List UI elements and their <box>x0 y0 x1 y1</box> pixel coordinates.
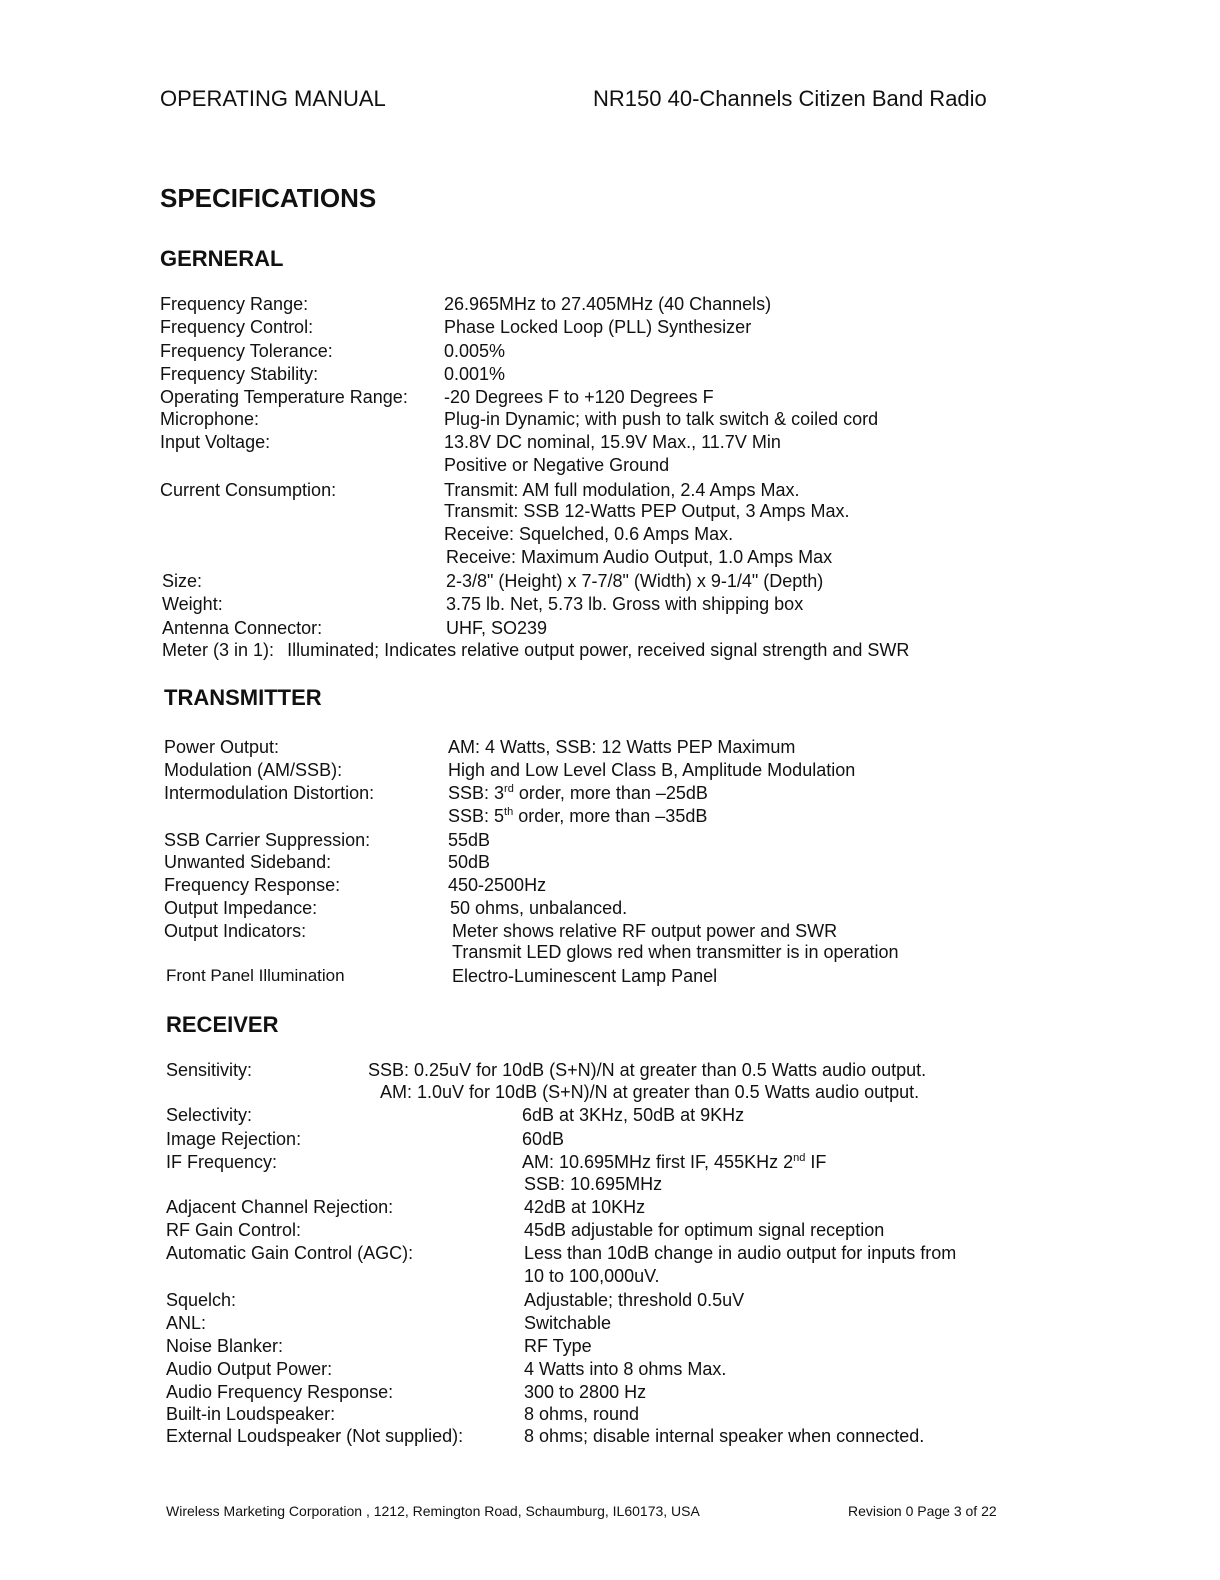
spec-label: SSB Carrier Suppression: <box>164 830 371 850</box>
spec-label: Selectivity: <box>166 1105 253 1125</box>
spec-value: Meter shows relative RF output power and SWR <box>452 921 838 941</box>
spec-value: 60dB <box>522 1129 565 1149</box>
spec-value: Less than 10dB change in audio output for inputs from <box>524 1243 957 1263</box>
spec-label: Image Rejection: <box>166 1129 302 1149</box>
spec-label: Frequency Stability: <box>160 364 319 384</box>
value-text: IF <box>805 1152 827 1172</box>
spec-label: Weight: <box>162 594 223 614</box>
spec-value: 13.8V DC nominal, 15.9V Max., 11.7V Min <box>444 432 781 452</box>
spec-value: AM: 4 Watts, SSB: 12 Watts PEP Maximum <box>448 737 796 757</box>
spec-value: 8 ohms, round <box>524 1404 640 1424</box>
spec-value <box>448 782 708 804</box>
spec-value: 50dB <box>448 852 491 872</box>
spec-value: 450-2500Hz <box>448 875 547 895</box>
value-text: SSB: 3 <box>448 783 505 803</box>
spec-value: Electro-Luminescent Lamp Panel <box>452 966 718 986</box>
spec-value: Adjustable; threshold 0.5uV <box>524 1290 745 1310</box>
value-text: AM: 10.695MHz first IF, 455KHz 2 <box>522 1152 794 1172</box>
spec-value: 4 Watts into 8 ohms Max. <box>524 1359 727 1379</box>
spec-value <box>522 1151 826 1173</box>
footer-address: Wireless Marketing Corporation , 1212, Remington Road, Schaumburg, IL60173, USA <box>166 1503 700 1519</box>
value-superscript: nd <box>793 1152 806 1164</box>
spec-value: 0.005% <box>444 341 506 361</box>
spec-value: 55dB <box>448 830 491 850</box>
section-heading-general: GERNERAL <box>160 246 284 271</box>
header-right: NR150 40-Channels Citizen Band Radio <box>593 86 987 111</box>
spec-label: External Loudspeaker (Not supplied): <box>166 1426 464 1446</box>
spec-label: Squelch: <box>166 1290 237 1310</box>
spec-value: 50 ohms, unbalanced. <box>450 898 628 918</box>
value-text: order, more than –25dB <box>513 783 708 803</box>
spec-label: Noise Blanker: <box>166 1336 284 1356</box>
spec-label: Power Output: <box>164 737 280 757</box>
spec-value: 26.965MHz to 27.405MHz (40 Channels) <box>444 294 772 314</box>
spec-value: 3.75 lb. Net, 5.73 lb. Gross with shipping box <box>446 594 804 614</box>
spec-value: Transmit LED glows red when transmitter is in operation <box>452 942 899 962</box>
spec-value: 8 ohms; disable internal speaker when connected. <box>524 1426 925 1446</box>
spec-value: 300 to 2800 Hz <box>524 1382 647 1402</box>
spec-label: Unwanted Sideband: <box>164 852 332 872</box>
spec-label: RF Gain Control: <box>166 1220 302 1240</box>
spec-value-continuation: AM: 1.0uV for 10dB (S+N)/N at greater than 0.5 Watts audio output. <box>380 1082 920 1102</box>
spec-value: Positive or Negative Ground <box>444 455 670 475</box>
spec-label: Output Indicators: <box>164 921 307 941</box>
value-superscript: th <box>504 806 514 818</box>
section-heading-receiver: RECEIVER <box>166 1012 279 1037</box>
spec-value: High and Low Level Class B, Amplitude Modulation <box>448 760 856 780</box>
spec-label: Built-in Loudspeaker: <box>166 1404 336 1424</box>
spec-value: Plug-in Dynamic; with push to talk switch & coiled cord <box>444 409 879 429</box>
spec-value: Receive: Maximum Audio Output, 1.0 Amps Max <box>446 547 833 567</box>
spec-label: Audio Frequency Response: <box>166 1382 394 1402</box>
spec-label: Sensitivity: <box>166 1060 253 1080</box>
spec-value: 42dB at 10KHz <box>524 1197 646 1217</box>
spec-value: Switchable <box>524 1313 612 1333</box>
spec-row-meter <box>162 639 909 661</box>
spec-label: Output Impedance: <box>164 898 318 918</box>
spec-label: Intermodulation Distortion: <box>164 783 375 803</box>
spec-value: 2-3/8" (Height) x 7-7/8" (Width) x 9-1/4" (Depth) <box>446 571 824 591</box>
spec-label: Frequency Tolerance: <box>160 341 333 361</box>
spec-value: 10 to 100,000uV. <box>524 1266 660 1286</box>
spec-label: ANL: <box>166 1313 207 1333</box>
value-superscript: rd <box>504 783 514 795</box>
spec-label: IF Frequency: <box>166 1152 278 1172</box>
spec-value: Illuminated; Indicates relative output power, received signal strength and SWR <box>287 640 910 660</box>
spec-value <box>448 805 707 827</box>
spec-label: Front Panel Illumination <box>166 966 345 985</box>
spec-value: RF Type <box>524 1336 592 1356</box>
spec-label: Microphone: <box>160 409 260 429</box>
spec-label: Current Consumption: <box>160 480 337 500</box>
spec-value: -20 Degrees F to +120 Degrees F <box>444 387 714 407</box>
value-text: SSB: 5 <box>448 806 505 826</box>
spec-label: Audio Output Power: <box>166 1359 333 1379</box>
spec-label: Modulation (AM/SSB): <box>164 760 343 780</box>
spec-value: 6dB at 3KHz, 50dB at 9KHz <box>522 1105 745 1125</box>
spec-value: 45dB adjustable for optimum signal reception <box>524 1220 885 1240</box>
spec-label: Frequency Control: <box>160 317 314 337</box>
spec-value: Transmit: AM full modulation, 2.4 Amps Max. <box>444 480 800 500</box>
spec-label: Size: <box>162 571 203 591</box>
header-left: OPERATING MANUAL <box>160 86 386 111</box>
spec-value: SSB: 0.25uV for 10dB (S+N)/N at greater than 0.5 Watts audio output. <box>368 1060 927 1080</box>
spec-label: Antenna Connector: <box>162 618 323 638</box>
spec-value: Phase Locked Loop (PLL) Synthesizer <box>444 317 752 337</box>
spec-value: 0.001% <box>444 364 506 384</box>
value-text: order, more than –35dB <box>513 806 708 826</box>
spec-value: SSB: 10.695MHz <box>524 1174 663 1194</box>
page-title: SPECIFICATIONS <box>160 183 377 213</box>
spec-value: Receive: Squelched, 0.6 Amps Max. <box>444 524 734 544</box>
footer-page-info: Revision 0 Page 3 of 22 <box>848 1503 997 1519</box>
spec-label: Meter (3 in 1): <box>162 640 275 660</box>
spec-label: Automatic Gain Control (AGC): <box>166 1243 414 1263</box>
spec-label: Frequency Range: <box>160 294 309 314</box>
spec-value: UHF, SO239 <box>446 618 548 638</box>
spec-label: Operating Temperature Range: <box>160 387 408 407</box>
spec-value: Transmit: SSB 12-Watts PEP Output, 3 Amps Max. <box>444 501 850 521</box>
spec-label: Input Voltage: <box>160 432 271 452</box>
spec-label: Frequency Response: <box>164 875 341 895</box>
spec-label: Adjacent Channel Rejection: <box>166 1197 394 1217</box>
section-heading-transmitter: TRANSMITTER <box>164 685 322 710</box>
